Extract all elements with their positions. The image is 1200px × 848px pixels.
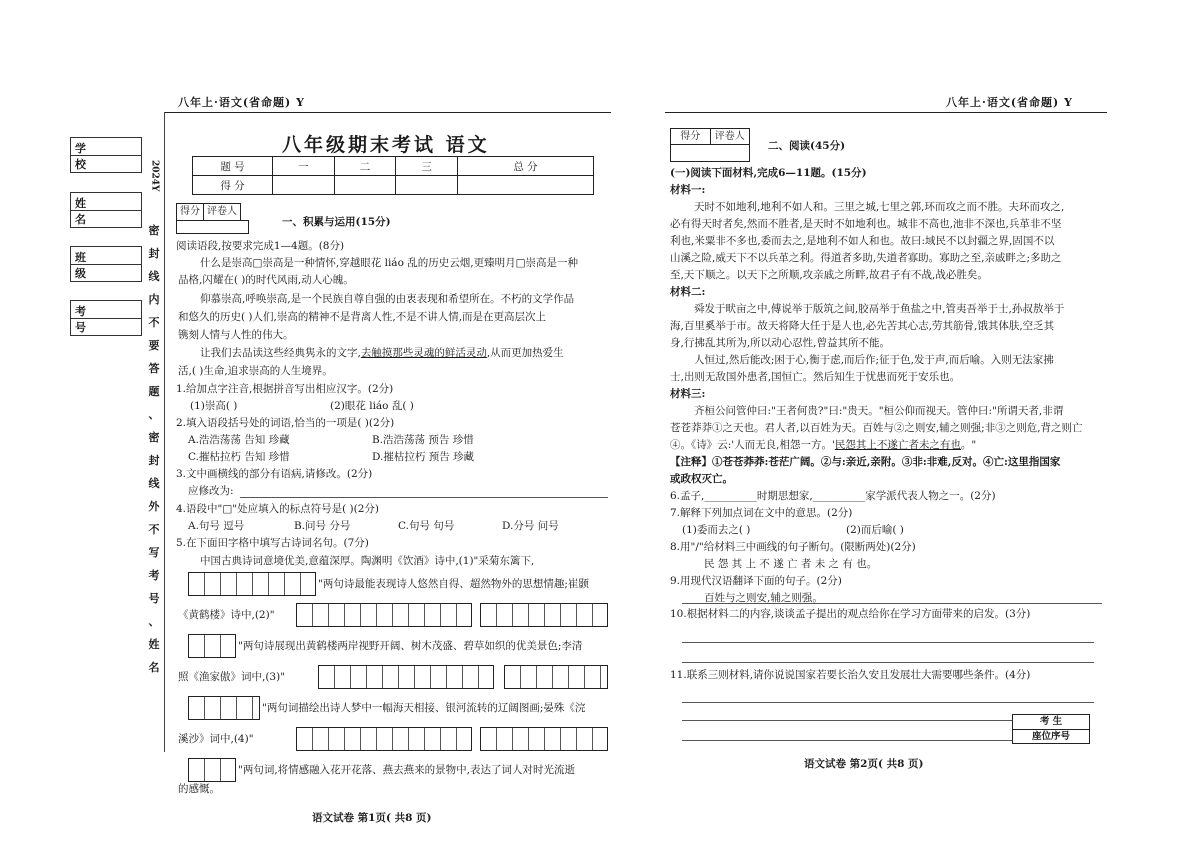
poem-grid-3b[interactable] (504, 665, 608, 689)
para2-line3: 镌刻人情与人性的伟大。 (178, 329, 294, 341)
material-1-line2: 必有得天时者矣,然而不胜者,是天时不如地利也。城非不高也,池非不深也,兵革非不坚 (670, 218, 1062, 230)
seat-label-number: 座位序号 (1031, 731, 1070, 742)
grader-score-label: 得分 (177, 204, 204, 220)
seal-char: 密 (148, 431, 160, 444)
question-11: 11.联系三则材料,请你说说国家若要长治久安且发展壮大需要哪些条件。(4分) (670, 669, 1031, 681)
seal-char: 要 (148, 339, 160, 352)
question-9-answer-line[interactable] (682, 603, 1102, 604)
question-5-line8: "两句词,将情感融入花开花落、燕去燕来的景物中,表达了词人对时光流逝 (238, 764, 576, 776)
header-rule-right (665, 112, 1107, 113)
question-2-option-a[interactable]: A.浩浩荡荡 告知 珍藏 (188, 434, 290, 446)
question-1: 1.给加点字注音,根据拼音写出相应汉字。(2分) (176, 383, 394, 395)
question-2-option-b[interactable]: B.浩浩荡荡 预告 珍惜 (372, 434, 474, 446)
grader2-name-label: 评卷人 (714, 131, 745, 142)
page-header-left: 八年上·语文(省命题) Y (178, 96, 305, 109)
question-11-answer-line-1[interactable] (682, 702, 1094, 703)
material-3-line3-end: 。" (960, 439, 977, 451)
question-7: 7.解释下列加点词在文中的意思。(2分) (670, 507, 853, 519)
question-9-sentence: 百姓与之则安,辅之则强。 (704, 592, 823, 604)
material-2-label: 材料二: (670, 286, 706, 298)
question-2: 2.填入语段括号处的词语,恰当的一项是( )(2分) (176, 417, 395, 429)
seal-char: 密 (148, 224, 160, 237)
para1-line1: 什么是崇高□崇高是一种情怀,穿越眼花 liáo 乱的历史云烟,更臻明月□崇高是一种 (200, 257, 578, 269)
poem-grid-3a[interactable] (318, 665, 494, 689)
question-1-b[interactable]: (2)眼花 liáo 乱( ) (330, 400, 414, 412)
question-9: 9.用现代汉语翻译下面的句子。(2分) (670, 575, 842, 587)
grader-box-2 (670, 128, 750, 162)
seal-char: 名 (148, 661, 160, 674)
question-5-line3: 《黄鹤楼》诗中,(2)" (178, 609, 275, 621)
material-1-line5: 至,天下顺之。以天下之所顺,攻亲戚之所畔,故君子有不战,战必胜矣。 (670, 269, 988, 281)
question-5-line6: "两句词描绘出诗人梦中一幅海天相接、银河流转的辽阔图画;晏殊《浣 (262, 702, 586, 714)
header-rule-left (165, 112, 611, 113)
seal-char: 、 (148, 615, 160, 628)
material-1-line3: 利也,米粟非不多也,委而去之,是地利不如人和也。故曰:域民不以封疆之界,固国不以 (670, 235, 1055, 247)
question-10-answer-line-1[interactable] (682, 642, 1094, 643)
question-7-a[interactable]: (1)委而去之( ) (682, 524, 751, 536)
seal-char: 号 (148, 592, 160, 605)
question-4-option-a[interactable]: A.句号 逗号 (188, 520, 245, 532)
section1-intro: 阅读语段,按要求完成1—4题。(8分) (176, 240, 345, 252)
score-cell-2[interactable] (334, 176, 396, 195)
binding-year (148, 160, 160, 194)
material-1-label: 材料一: (670, 184, 706, 196)
material-3-line2: 苍苍莽莽①之天也。君人者,以百姓为天。百姓与②之则安,辅之则强;非③之则危,背之则亡 (670, 422, 1083, 434)
poem-grid-2a[interactable] (296, 603, 472, 627)
seat-label-candidate: 考 生 (1013, 715, 1089, 730)
question-10: 10.根据材料二的内容,谈谈孟子提出的观点给你在学习方面带来的启发。(3分) (670, 608, 1031, 620)
seal-char: 外 (148, 500, 160, 513)
material-2-line5: 士,出则无敌国外患者,国恒亡。然后知生于忧患而死于安乐也。 (670, 371, 961, 383)
material-2-line3: 身,行拂乱其所为,所以动心忍性,曾益其所不能。 (670, 337, 891, 349)
para3-line2: 活,( )生命,追求崇高的人生境界。 (178, 365, 333, 377)
poem-grid-4b[interactable] (480, 727, 608, 751)
material-3-line3-start: ④。《诗》云:'人而无良,相怨一方。' (670, 439, 835, 451)
seal-char: 、 (148, 408, 160, 421)
question-5-line4: "两句诗展现出黄鹤楼两岸视野开阔、树木茂盛、碧草如织的优美景色;李清 (238, 640, 583, 652)
question-11-answer-line-2[interactable] (682, 720, 1012, 721)
question-5-line9: 的感慨。 (178, 783, 220, 795)
material-3-underlined: 民怨其上不遂亡者未之有也 (834, 439, 961, 451)
question-5-line1: 中国古典诗词意境优美,意蕴深厚。陶渊明《饮酒》诗中,(1)"采菊东篱下, (200, 555, 535, 567)
material-2-line4: 人恒过,然后能改;困于心,衡于虑,而后作;征于色,发于声,而后喻。入则无法家拂 (694, 354, 1054, 366)
binding-year-text: 2024Y (149, 160, 160, 192)
question-3: 3.文中画横线的部分有语病,请修改。(2分) (176, 468, 373, 480)
grader-box-1 (176, 203, 241, 221)
material-2-line2: 海,百里奚举于市。故天将降大任于是人也,必先苦其心志,劳其筋骨,饿其体肤,空乏其 (670, 320, 1055, 332)
seal-char: 封 (148, 454, 160, 467)
question-7-b[interactable]: (2)而后喻( ) (846, 524, 904, 536)
footer-right: 语文试卷 第2页( 共8 页) (804, 758, 924, 770)
para3-line1-start: 让我们去品读这些经典隽永的文字, (200, 347, 361, 359)
question-2-option-c[interactable]: C.摧枯拉朽 告知 珍惜 (188, 451, 290, 463)
question-3-answer-label: 应修改为: (188, 485, 234, 497)
name-field: 姓 名 (70, 192, 142, 228)
question-8: 8.用"/"给材料三中画线的句子断句。(限断两处)(2分) (670, 541, 916, 553)
score-row-label: 得 分 (193, 176, 273, 195)
poem-grid-4c[interactable] (188, 758, 236, 782)
section2-sub: (一)阅读下面材料,完成6—11题。(15分) (670, 167, 867, 179)
section1-heading: 一、积累与运用(15分) (282, 216, 391, 228)
question-5-line5: 照《渔家傲》词中,(3)" (178, 671, 286, 683)
score-table (192, 156, 594, 195)
question-10-answer-line-2[interactable] (682, 662, 1094, 663)
seal-char: 答 (148, 362, 160, 375)
score-header-total: 总 分 (458, 157, 594, 176)
score-header-2: 二 (334, 157, 396, 176)
seal-char: 封 (148, 247, 160, 260)
para3-underlined: 去触摸那些灵魂的鲜活灵动 (360, 347, 487, 359)
grader-name-label: 评卷人 (207, 206, 237, 217)
class-field: 班 级 (70, 246, 142, 282)
binding-line (164, 112, 165, 752)
seal-char: 考 (148, 569, 160, 582)
para3-line1-end: ,从而更加热爱生 (486, 347, 564, 359)
material-1-line1: 天时不如地利,地利不如人和。三里之城,七里之郭,环而攻之而不胜。夫环而攻之, (694, 201, 1065, 213)
seal-char: 内 (148, 293, 160, 306)
grader-box-1-values (176, 220, 249, 234)
score-cell-1[interactable] (273, 176, 335, 195)
material-3-line1: 齐桓公问管仲曰:"王者何贵?"曰:"贵天。"桓公仰而视天。管仲曰:"所谓天者,非谓 (694, 405, 1064, 417)
question-6: 6.孟子,__________时期思想家,__________家学派代表人物之一。(2分) (670, 490, 996, 502)
exam-title: 八年级期末考试 语文 (282, 134, 490, 156)
material-2-line1: 舜发于畎亩之中,傅说举于版筑之间,胶鬲举于鱼盐之中,管夷吾举于士,孙叔敖举于 (694, 303, 1065, 315)
seal-char: 写 (148, 546, 160, 559)
poem-grid-2b[interactable] (480, 603, 608, 627)
question-3-answer-line[interactable] (240, 497, 608, 498)
score-header-label: 题 号 (193, 157, 273, 176)
seal-char: 不 (148, 316, 160, 329)
school-field: 学 校 (70, 137, 142, 173)
question-4-option-d[interactable]: D.分号 问号 (502, 520, 559, 532)
para2-line2: 和悠久的历史( )人们,崇高的精神不是背离人性,不是不讲人情,而是在更高层次上 (178, 311, 547, 323)
footer-left: 语文试卷 第1页( 共8 页) (312, 812, 432, 824)
para2-line1: 仰慕崇高,呼唤崇高,是一个民族自尊自强的由衷表现和希望所在。不朽的文学作品 (200, 293, 575, 305)
poem-grid-1[interactable] (188, 572, 316, 596)
question-5: 5.在下面田字格中填写古诗词名句。(7分) (176, 537, 369, 549)
grader2-score-label: 得分 (671, 129, 711, 144)
material-3-label: 材料三: (670, 388, 706, 400)
question-8-sentence[interactable]: 民 怨 其 上 不 遂 亡 者 未 之 有 也。 (704, 558, 878, 570)
question-5-line2: "两句诗最能表现诗人悠然自得、超然物外的思想情趣;崔颢 (318, 578, 589, 590)
score-header-1: 一 (273, 157, 335, 176)
question-11-answer-line-3[interactable] (682, 740, 1012, 741)
question-4-option-b[interactable]: B.问号 分号 (294, 520, 351, 532)
material-1-line4: 山溪之险,威天下不以兵革之利。得道者多助,失道者寡助。寡助之至,亲戚畔之;多助之 (670, 252, 1062, 264)
question-2-option-d[interactable]: D.摧枯拉朽 预告 珍藏 (372, 451, 475, 463)
question-1-a[interactable]: (1)崇高( ) (190, 400, 238, 412)
seal-char: 姓 (148, 638, 160, 651)
score-cell-3[interactable] (396, 176, 458, 195)
para1-line2: 品格,闪耀在( )的时代风雨,动人心魄。 (178, 274, 354, 286)
poem-grid-2c[interactable] (188, 634, 236, 658)
page-header-right: 八年上·语文(省命题) Y (946, 96, 1073, 109)
seal-char: 题 (148, 385, 160, 398)
poem-grid-3c[interactable] (188, 696, 260, 720)
seal-char: 线 (148, 270, 160, 283)
seal-warning-text (148, 213, 160, 685)
note-line1: 【注释】①苍苍莽莽:苍茫广阔。②与:亲近,亲附。③非:非难,反对。④亡:这里指国家 (670, 456, 1061, 468)
note-line2: 或政权灭亡。 (670, 473, 733, 485)
score-cell-total[interactable] (458, 176, 594, 195)
exam-number-field: 考 号 (70, 300, 142, 336)
score-header-3: 三 (396, 157, 458, 176)
section2-heading: 二、阅读(45分) (768, 140, 846, 152)
question-4-option-c[interactable]: C.句号 句号 (398, 520, 455, 532)
question-4: 4.语段中"□"处应填入的标点符号是( )(2分) (176, 503, 380, 515)
seal-char: 不 (148, 523, 160, 536)
seal-char: 线 (148, 477, 160, 490)
seat-number-box (1012, 714, 1090, 744)
question-5-line7: 溪沙》词中,(4)" (178, 733, 254, 745)
poem-grid-4a[interactable] (296, 727, 472, 751)
para3-line1 (200, 344, 564, 363)
